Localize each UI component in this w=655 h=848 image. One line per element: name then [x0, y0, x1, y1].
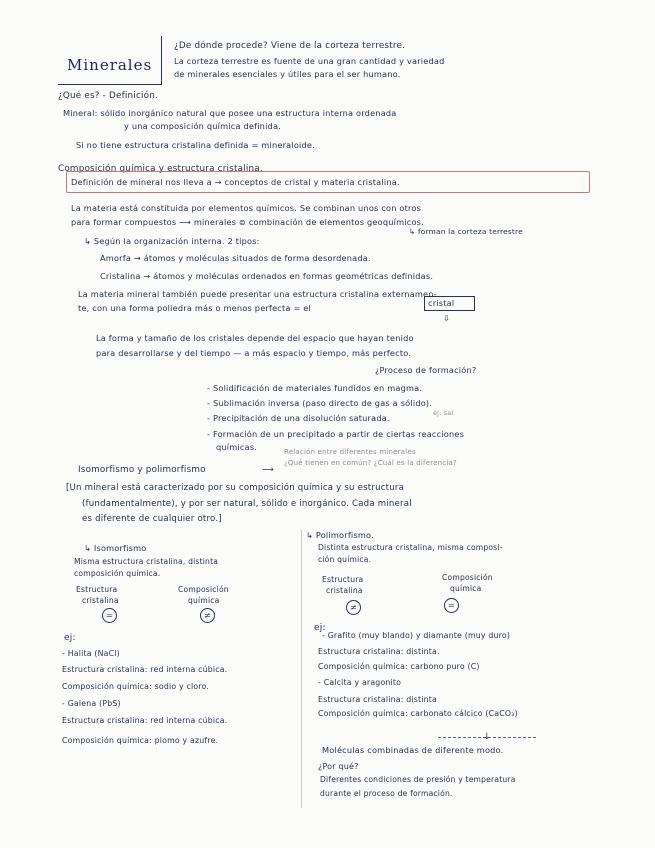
definition-line-2: y una composición química definida.: [124, 121, 281, 131]
iso-poly-arrow: ⟶: [262, 464, 274, 474]
amorfa-line: Amorfa → átomos y moléculas situados de forma desordenada.: [100, 253, 371, 263]
iso-example-label: ej:: [64, 633, 76, 643]
process-question: ¿Proceso de formación?: [375, 365, 477, 375]
poly-col1-label-a: Estructura: [322, 575, 364, 584]
conclusion-line-4: durante el proceso de formación.: [320, 789, 453, 798]
origin-line-2: de minerales esenciales y útiles para el ser humano.: [174, 69, 401, 79]
grafito-name: - Grafito (muy blando) y diamante (muy duro): [322, 631, 511, 640]
equal-symbol: =: [102, 608, 117, 623]
crust-note: ↳ forman la corteza terrestre: [409, 227, 523, 236]
relation-note-2: ¿Qué tienen en común? ¿Cuál es la diferencia?: [284, 459, 457, 467]
isomorfismo-desc-1: Misma estructura cristalina, distinta: [74, 557, 219, 566]
galena-composition: Composición química: plomo y azufre.: [62, 736, 219, 745]
shape-line-2: para desarrollarse y del tiempo — a más espacio y tiempo, más perfecto.: [96, 348, 412, 358]
external-line-2: te, con una forma poliedra más o menos perfecta = el: [78, 303, 312, 313]
matter-line-2: para formar compuestos ⟶ minerales ⊜ combinación de elementos geoquímicos.: [71, 217, 424, 227]
iso-col1-label-b: cristalina: [82, 596, 119, 605]
external-line-1: La materia mineral también puede presentar una estructura cristalina externamen-: [78, 289, 437, 299]
definition-question: ¿Qué es? - Definición.: [58, 91, 158, 101]
halita-structure: Estructura cristalina: red interna cúbica.: [62, 665, 228, 674]
grafito-composition: Composición química: carbono puro (C): [318, 662, 480, 671]
galena-name: - Galena (PbS): [62, 699, 121, 708]
down-arrow: ⇩: [443, 313, 451, 323]
polimorfismo-heading: ↳ Polimorfismo.: [306, 530, 374, 540]
poly-example-label: ej:: [314, 623, 326, 633]
poly-col2-label-b: química: [450, 584, 482, 593]
relation-note-1: Relación entre diferentes minerales: [284, 448, 416, 456]
mineraloide-note: Si no tiene estructura cristalina definida = mineraloide.: [76, 140, 315, 150]
cristal-word: cristal: [428, 298, 455, 308]
conclusion-arrow: ↓: [483, 732, 491, 742]
poly-col2-label-a: Composición: [442, 573, 493, 582]
iso-col1-label-a: Estructura: [76, 585, 118, 594]
iso-col2-label-b: química: [188, 596, 220, 605]
iso-col2-label-a: Composición: [178, 585, 229, 594]
process-3-note: ej: sal: [433, 409, 454, 417]
origin-question: ¿De dónde procede? Viene de la corteza terrestre.: [174, 41, 406, 51]
not-equal-symbol: ≠: [200, 608, 215, 623]
not-equal-symbol: ≠: [346, 600, 361, 615]
process-1: - Solidificación de materiales fundidos en magma.: [207, 383, 423, 393]
cristalina-line: Cristalina → átomos y moléculas ordenados en formas geométricas definidas.: [100, 271, 434, 281]
isomorfismo-heading: ↳ Isomorfismo: [84, 543, 147, 553]
composition-heading: Composición química y estructura cristalina.: [58, 164, 263, 174]
iso-poly-heading: Isomorfismo y polimorfismo: [78, 465, 206, 475]
process-4a: - Formación de un precipitado a partir de ciertas reacciones: [207, 429, 465, 439]
organization-line: ↳ Según la organización interna. 2 tipos:: [84, 236, 260, 246]
calcita-composition: Composición química: carbonato cálcico (CaCO₃): [318, 709, 518, 718]
grafito-structure: Estructura cristalina: distinta.: [318, 647, 440, 656]
definition-box-text: Definición de mineral nos lleva a → conceptos de cristal y materia cristalina.: [71, 177, 400, 187]
column-divider: [301, 530, 302, 808]
origin-line-1: La corteza terrestre es fuente de una gran cantidad y variedad: [174, 56, 445, 66]
page-title: Minerales: [67, 56, 153, 74]
halita-composition: Composición química: sodio y cloro.: [62, 682, 210, 691]
matter-line-1: La materia está constituida por elementos químicos. Se combinan unos con otros: [71, 203, 422, 213]
process-4b: químicas.: [216, 442, 258, 452]
conclusion-line-2: ¿Por qué?: [318, 762, 359, 771]
summary-line-3: es diferente de cualquier otro.]: [82, 514, 222, 524]
calcita-structure: Estructura cristalina: distinta: [318, 695, 438, 704]
definition-line-1: Mineral: sólido inorgánico natural que posee una estructura interna ordenada: [63, 108, 397, 118]
conclusion-line-3: Diferentes condiciones de presión y temperatura: [320, 775, 516, 784]
halita-name: - Halita (NaCl): [62, 649, 120, 658]
summary-line-2: (fundamentalmente), y por ser natural, sólido e inorgánico. Cada mineral: [82, 499, 412, 509]
summary-line-1: [Un mineral está caracterizado por su composición química y su estructura: [66, 483, 405, 493]
galena-structure: Estructura cristalina: red interna cúbica.: [62, 716, 228, 725]
poly-col1-label-b: cristalina: [326, 586, 363, 595]
equal-symbol: =: [444, 598, 459, 613]
isomorfismo-desc-2: composición química.: [74, 569, 161, 578]
conclusion-line-1: Moléculas combinadas de diferente modo.: [322, 745, 504, 755]
shape-line-1: La forma y tamaño de los cristales depende del espacio que hayan tenido: [96, 333, 414, 343]
polimorfismo-desc-1: Distinta estructura cristalina, misma composi-: [318, 543, 503, 552]
polimorfismo-desc-2: ción química.: [318, 555, 372, 564]
process-3: - Precipitación de una disolución saturada.: [207, 413, 390, 423]
process-2: - Sublimación inversa (paso directo de gas a sólido).: [207, 398, 433, 408]
calcita-name: - Calcita y aragonito: [318, 678, 402, 687]
